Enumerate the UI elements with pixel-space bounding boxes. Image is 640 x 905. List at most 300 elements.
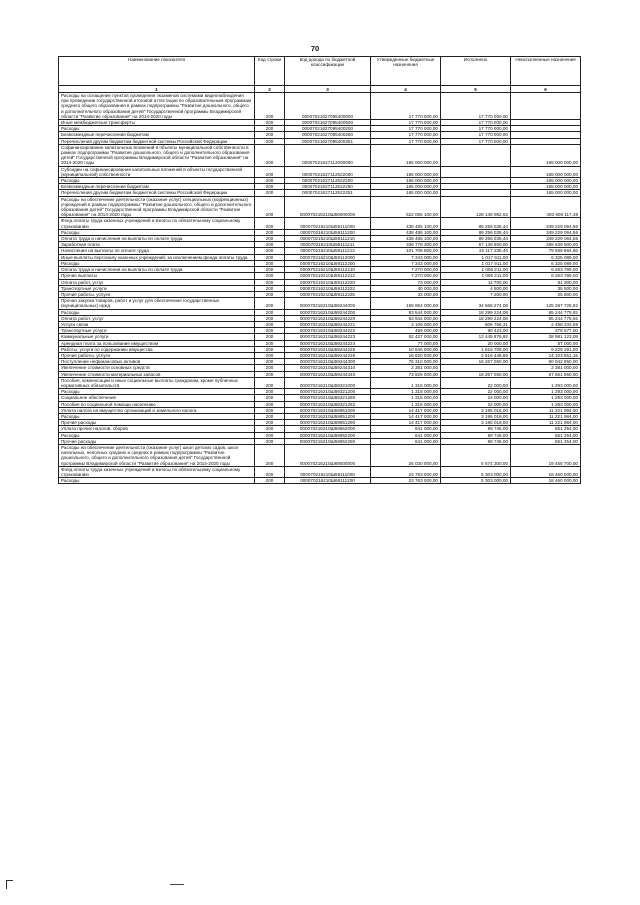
row-line-code: 200 — [255, 466, 285, 477]
row-line-code: 200 — [255, 298, 285, 309]
row-remaining: 6 263 789,00 — [511, 267, 581, 273]
row-line-code: 200 — [255, 144, 285, 166]
row-budget-code: 00007021627095400500 — [285, 120, 371, 126]
row-budget-code: 000070216210Ш59000000 — [285, 196, 371, 218]
row-name: Услуги связи — [59, 321, 255, 327]
row-remaining: 9 229 291,00 — [511, 346, 581, 352]
row-remaining: 269 639 500,00 — [511, 242, 581, 248]
row-line-code: 200 — [255, 346, 285, 352]
row-executed: 18 299 224,08 — [441, 309, 511, 315]
row-executed — [441, 166, 511, 177]
table-row — [59, 478, 581, 484]
table-row — [59, 377, 581, 388]
footer-dash — [170, 884, 184, 885]
corner-mark — [6, 880, 13, 889]
row-executed: 3 195 016,00 — [441, 420, 511, 426]
row-budget-code: 000070216210Ш59244200 — [285, 309, 371, 315]
table-row — [59, 218, 581, 229]
row-approved: 14 417 000,00 — [371, 407, 441, 413]
row-executed: 1 006 211,00 — [441, 273, 511, 279]
row-budget-code: 000070216210Ш59852000 — [285, 426, 371, 432]
row-remaining: 6 325 089,00 — [511, 254, 581, 260]
row-budget-code: 000070216210Ш59244310 — [285, 365, 371, 371]
row-remaining: 18 460 000,00 — [511, 466, 581, 477]
row-line-code: 200 — [255, 321, 285, 327]
row-name: Расходы — [59, 229, 255, 235]
row-name: Поступление нефинансовых активов — [59, 359, 255, 365]
row-remaining: 165 000 000,00 — [511, 190, 581, 196]
row-budget-code: 000070216210Ш59244300 — [285, 359, 371, 365]
row-approved: 73 000,00 — [371, 279, 441, 285]
table-row — [59, 166, 581, 177]
table-row — [59, 248, 581, 254]
table-row — [59, 359, 581, 365]
row-budget-code: 000070216210Ш59244340 — [285, 371, 371, 377]
row-executed: 22 000,00 — [441, 395, 511, 401]
row-line-code: 200 — [255, 229, 285, 235]
row-line-code: 200 — [255, 267, 285, 273]
row-budget-code: 000070216210Ш59111213 — [285, 248, 371, 254]
row-budget-code: 000070216210Ш69000000 — [285, 444, 371, 466]
row-budget-code: 000070216210Ш59111210 — [285, 236, 371, 242]
row-line-code: 200 — [255, 138, 285, 144]
row-line-code: 200 — [255, 93, 285, 120]
row-executed — [441, 144, 511, 166]
row-executed: 20 000,00 — [441, 340, 511, 346]
row-remaining: 1 293 000,00 — [511, 377, 581, 388]
column-index: 1 — [59, 86, 255, 93]
page-number: 70 — [310, 44, 320, 53]
row-approved: 1 315 000,00 — [371, 395, 441, 401]
row-budget-code: 000070216210Ш59852200 — [285, 432, 371, 438]
row-remaining: 25 800,00 — [511, 291, 581, 297]
header-approved: Утвержденные бюджетные назначения — [371, 57, 441, 86]
row-approved: 23 763 000,00 — [371, 466, 441, 477]
row-line-code: 200 — [255, 315, 285, 321]
row-approved: 14 417 000,00 — [371, 420, 441, 426]
row-budget-code: 000070216210Ш59112222 — [285, 285, 371, 291]
row-budget-code: 00007021627112522200 — [285, 178, 371, 184]
row-remaining: 165 000 000,00 — [511, 166, 581, 177]
row-executed: 17 770 000,00 — [441, 120, 511, 126]
row-executed: 16 267 050,00 — [441, 359, 511, 365]
row-line-code: 200 — [255, 184, 285, 190]
column-index: 3 — [285, 86, 371, 93]
row-executed: 11 700,00 — [441, 279, 511, 285]
row-approved: 16 620 000,00 — [371, 352, 441, 358]
row-line-code: 200 — [255, 132, 285, 138]
row-line-code: 200 — [255, 407, 285, 413]
row-budget-code: 000070216210Ш59321262 — [285, 401, 371, 407]
row-budget-code: 00007021627095400000 — [285, 93, 371, 120]
row-line-code: 200 — [255, 190, 285, 196]
row-budget-code: 00007021627112522251 — [285, 190, 371, 196]
row-approved: 52 427 000,00 — [371, 334, 441, 340]
row-executed: 22 000,00 — [441, 389, 511, 395]
row-approved: 438 485 100,00 — [371, 236, 441, 242]
row-approved: 17 770 000,00 — [371, 132, 441, 138]
row-line-code: 200 — [255, 478, 285, 484]
row-budget-code: 000070216210Ш59851290 — [285, 420, 371, 426]
row-remaining: 65 244 775,92 — [511, 315, 581, 321]
table-row — [59, 298, 581, 309]
row-executed: 22 000,00 — [441, 401, 511, 407]
row-remaining: 79 589 564,56 — [511, 248, 581, 254]
row-remaining: 57 000,00 — [511, 340, 581, 346]
row-remaining: 2 498 233,69 — [511, 321, 581, 327]
row-remaining: 14 103 551,15 — [511, 352, 581, 358]
row-budget-code: 000070216210Ш59851200 — [285, 413, 371, 419]
row-line-code: 200 — [255, 334, 285, 340]
row-name: Прочие работы, услуги — [59, 352, 255, 358]
row-executed: 22 117 235,44 — [441, 248, 511, 254]
row-executed: 3 195 016,00 — [441, 413, 511, 419]
row-name: Пособия, компенсации и иные социальные выплаты гражданам, кроме публичных нормативных обязательств — [59, 377, 255, 388]
table-row — [59, 132, 581, 138]
row-line-code: 200 — [255, 389, 285, 395]
row-budget-code: 000070216210Ш59112200 — [285, 260, 371, 266]
row-name: Расходы — [59, 413, 255, 419]
row-remaining: 378 577,00 — [511, 328, 581, 334]
row-remaining: 57 661 950,00 — [511, 371, 581, 377]
row-name: Начисления на выплаты по оплате труда — [59, 248, 255, 254]
row-approved: 165 000 000,00 — [371, 144, 441, 166]
row-line-code: 200 — [255, 242, 285, 248]
row-executed: 17 770 000,00 — [441, 138, 511, 144]
row-budget-code: 000070216210Ш59111211 — [285, 242, 371, 248]
table-row — [59, 267, 581, 273]
row-executed: 4 500,00 — [441, 285, 511, 291]
row-executed: 606 766,31 — [441, 321, 511, 327]
row-approved: 7 270 000,00 — [371, 267, 441, 273]
header-remaining: Неисполненные назначения — [511, 57, 581, 86]
row-approved: 7 270 000,00 — [371, 273, 441, 279]
row-line-code: 200 — [255, 420, 285, 426]
header-line-code: Код строки — [255, 57, 285, 86]
row-name: Софинансирование капитальных вложений в объекты муниципальной собственности в рамках подпрограммы "Развитие дошкольного, общего и дополнительного образования детей" Государственной программы Владимирской области "Развитие образования" на 2014-2020 годы — [59, 144, 255, 166]
table-row — [59, 196, 581, 218]
row-line-code: 200 — [255, 426, 285, 432]
row-budget-code: 000070216210Ш59112226 — [285, 291, 371, 297]
row-remaining: 18 460 000,00 — [511, 478, 581, 484]
row-approved: 7 343 000,00 — [371, 260, 441, 266]
row-name: Прочие выплаты — [59, 273, 255, 279]
row-approved: 1 315 000,00 — [371, 389, 441, 395]
row-name: Расходы на обеспечение деятельности (оказание услуг) специальных (коррекционных) учреждений в рамках подпрограммы "Развитие дошкольного, общего и дополнительного образования детей" Государственной программы Владимирской области "Развитие образования" на 2014-2020 годы — [59, 196, 255, 218]
row-approved: 2 381 000,00 — [371, 365, 441, 371]
row-approved: 33 000,00 — [371, 291, 441, 297]
table-row — [59, 138, 581, 144]
row-remaining: 349 229 064,56 — [511, 218, 581, 229]
budget-execution-table — [58, 56, 581, 484]
row-budget-code: 000070216210Ш59244220 — [285, 315, 371, 321]
row-budget-code: 000070216210Ш59851000 — [285, 407, 371, 413]
row-approved: 469 000,00 — [371, 328, 441, 334]
row-executed: 89 746,00 — [441, 426, 511, 432]
row-executed: 17 770 000,00 — [441, 132, 511, 138]
row-line-code: 200 — [255, 328, 285, 334]
row-name: Коммунальные услуги — [59, 334, 255, 340]
row-budget-code: 000070216210Ш59852290 — [285, 438, 371, 444]
row-line-code: 200 — [255, 371, 285, 377]
row-remaining: 165 000 000,00 — [511, 184, 581, 190]
row-executed: 1 017 911,00 — [441, 260, 511, 266]
table-row — [59, 236, 581, 242]
row-approved: 165 000 000,00 — [371, 184, 441, 190]
header-budget-class-code: Код дохода по бюджетной классификации — [285, 57, 371, 86]
table-row — [59, 407, 581, 413]
row-executed: 89 256 035,44 — [441, 236, 511, 242]
row-budget-code: 000070216210Ш69111200 — [285, 478, 371, 484]
row-executed: 16 267 050,00 — [441, 371, 511, 377]
row-name: Пособия по социальной помощи населению — [59, 401, 255, 407]
row-approved: 23 763 000,00 — [371, 478, 441, 484]
row-name: Прочие расходы — [59, 420, 255, 426]
row-executed: 89 746,00 — [441, 432, 511, 438]
row-executed: 1 616 709,00 — [441, 346, 511, 352]
row-name: Заработная плата — [59, 242, 255, 248]
row-executed: 17 770 000,00 — [441, 93, 511, 120]
row-remaining: 61 300,00 — [511, 279, 581, 285]
row-remaining: 2 381 000,00 — [511, 365, 581, 371]
row-name: Иные выплаты персоналу казенных учреждений, за исключением фонда оплаты труда — [59, 254, 255, 260]
row-approved: 438 485 100,00 — [371, 229, 441, 235]
row-approved: 7 343 000,00 — [371, 254, 441, 260]
row-line-code: 200 — [255, 432, 285, 438]
row-name: Субсидии на софинансирование капитальных вложений в объекты государственной (муниципальной) собственности — [59, 166, 255, 177]
row-executed: 7 200,00 — [441, 291, 511, 297]
row-approved: 10 846 000,00 — [371, 346, 441, 352]
row-budget-code: 000070216210Ш59321200 — [285, 389, 371, 395]
row-executed: 67 138 800,00 — [441, 242, 511, 248]
row-name: Безвозмездные перечисления бюджетам — [59, 132, 255, 138]
row-name: Социальное обеспечение — [59, 395, 255, 401]
row-name: Уплата прочих налогов, сборов — [59, 426, 255, 432]
row-name: Транспортные услуги — [59, 285, 255, 291]
row-executed: 5 303 000,00 — [441, 478, 511, 484]
row-budget-code: 00007021627112522000 — [285, 166, 371, 177]
row-approved: 17 770 000,00 — [371, 126, 441, 132]
row-name: Расходы — [59, 178, 255, 184]
row-budget-code: 000070216210Ш59112210 — [285, 267, 371, 273]
row-executed: 5 574 300,00 — [441, 444, 511, 466]
row-budget-code: 000070216210Ш59111000 — [285, 218, 371, 229]
row-approved: 165 000 000,00 — [371, 166, 441, 177]
row-remaining: 65 244 775,92 — [511, 309, 581, 315]
row-executed: 3 195 016,00 — [441, 407, 511, 413]
row-remaining: 6 325 089,00 — [511, 260, 581, 266]
table-row — [59, 254, 581, 260]
row-name: Оплата работ, услуг — [59, 315, 255, 321]
row-approved: 101 706 800,00 — [371, 248, 441, 254]
row-budget-code: 00007021627095400251 — [285, 138, 371, 144]
row-approved: 165 000 000,00 — [371, 190, 441, 196]
row-line-code: 200 — [255, 120, 285, 126]
row-line-code: 200 — [255, 365, 285, 371]
row-budget-code: 000070216210Ш59111200 — [285, 229, 371, 235]
row-line-code: 200 — [255, 309, 285, 315]
row-remaining: 38 981 123,08 — [511, 334, 581, 340]
row-approved: 622 055 100,00 — [371, 196, 441, 218]
table-row — [59, 371, 581, 377]
row-budget-code: 000070216210Ш59244223 — [285, 334, 371, 340]
row-executed: 89 256 035,44 — [441, 229, 511, 235]
row-executed: 18 299 224,08 — [441, 315, 511, 321]
row-approved: 83 544 000,00 — [371, 315, 441, 321]
row-executed: 5 303 000,00 — [441, 466, 511, 477]
row-name: Расходы на оснащение пунктов проведения экзаменов системами видеонаблюдения при проведении государственной итоговой аттестации по образовательным программам среднего общего образования в рамках подпрограммы "Развитие дошкольного, общего и дополнительного образования детей" Государственной программы Владимирской области "Развитие образования" на 2014-2020 годы — [59, 93, 255, 120]
row-name: Расходы — [59, 260, 255, 266]
table-row — [59, 340, 581, 346]
column-index: 4 — [371, 86, 441, 93]
row-approved: 77 000,00 — [371, 340, 441, 346]
row-name: Расходы на обеспечение деятельности (оказание услуг) школ детских садов, школ начальных, неполных средних и средних в рамках подпрограммы "Развитие дошкольного, общего и дополнительного образования детей" Государственной программы Владимирской области "Развитие образования" на 2014-2020 годы — [59, 444, 255, 466]
row-remaining: 165 000 000,00 — [511, 178, 581, 184]
row-remaining: 35 500,00 — [511, 285, 581, 291]
row-approved: 165 000 000,00 — [371, 178, 441, 184]
row-approved: 1 315 000,00 — [371, 377, 441, 388]
table-body — [59, 93, 581, 484]
column-index: 2 — [255, 86, 285, 93]
row-remaining: 165 000 000,00 — [511, 144, 581, 166]
row-approved: 73 929 000,00 — [371, 371, 441, 377]
row-line-code: 200 — [255, 438, 285, 444]
row-line-code: 200 — [255, 178, 285, 184]
row-name: Оплата работ, услуг — [59, 279, 255, 285]
row-remaining: 493 908 117,48 — [511, 196, 581, 218]
row-line-code: 200 — [255, 340, 285, 346]
row-budget-code: 000070216210Ш69111000 — [285, 466, 371, 477]
row-line-code: 200 — [255, 218, 285, 229]
row-budget-code: 00007021627095400200 — [285, 126, 371, 132]
row-name: Расходы — [59, 478, 255, 484]
row-budget-code: 000070216210Ш59321260 — [285, 395, 371, 401]
table-header-row — [59, 57, 581, 86]
row-line-code: 200 — [255, 254, 285, 260]
row-approved: 76 310 000,00 — [371, 359, 441, 365]
row-remaining: 11 221 984,00 — [511, 413, 581, 419]
row-line-code: 200 — [255, 126, 285, 132]
row-name: Прочие расходы — [59, 438, 255, 444]
row-name: Расходы — [59, 389, 255, 395]
row-executed: 34 566 274,08 — [441, 298, 511, 309]
row-executed: 22 000,00 — [441, 377, 511, 388]
row-name: Прочая закупка товаров, работ и услуг для обеспечения государственных (муниципальных) нужд — [59, 298, 255, 309]
row-remaining: 11 221 984,00 — [511, 420, 581, 426]
row-name: Оплата труда и начисления на выплаты по оплате труда — [59, 236, 255, 242]
row-remaining — [511, 93, 581, 120]
row-executed: 90 423,00 — [441, 328, 511, 334]
row-budget-code: 000070216210Ш59244224 — [285, 340, 371, 346]
row-name: Иные межбюджетные трансферты — [59, 120, 255, 126]
column-index-row — [59, 86, 581, 93]
row-executed: 128 146 982,52 — [441, 196, 511, 218]
row-executed: 89 256 035,44 — [441, 218, 511, 229]
row-line-code: 200 — [255, 377, 285, 388]
row-name: Фонд оплаты труда казенных учреждений и взносы по обязательному социальному страхованию — [59, 218, 255, 229]
row-name: Прочие работы, услуги — [59, 291, 255, 297]
row-approved: 17 770 000,00 — [371, 120, 441, 126]
row-approved: 641 000,00 — [371, 438, 441, 444]
row-approved: 17 770 000,00 — [371, 93, 441, 120]
row-approved: 159 854 000,00 — [371, 298, 441, 309]
row-budget-code: 000070216210Ш59112220 — [285, 279, 371, 285]
row-remaining: 551 254,00 — [511, 426, 581, 432]
row-approved: 3 105 000,00 — [371, 321, 441, 327]
row-budget-code: 00007021627095400250 — [285, 132, 371, 138]
row-line-code: 200 — [255, 395, 285, 401]
row-name: Перечисления другим бюджетам бюджетной системы Российской Федерации — [59, 190, 255, 196]
row-remaining: 60 042 950,00 — [511, 359, 581, 365]
row-line-code: 200 — [255, 166, 285, 177]
row-line-code: 200 — [255, 291, 285, 297]
row-budget-code: 00007021627112522250 — [285, 184, 371, 190]
row-approved: 14 417 000,00 — [371, 413, 441, 419]
row-approved: 336 778 300,00 — [371, 242, 441, 248]
row-name: Арендная плата за пользование имуществом — [59, 340, 255, 346]
row-line-code: 200 — [255, 352, 285, 358]
row-line-code: 200 — [255, 196, 285, 218]
row-executed: 1 006 211,00 — [441, 267, 511, 273]
row-remaining: 349 229 064,56 — [511, 236, 581, 242]
row-name: Расходы — [59, 309, 255, 315]
row-line-code: 200 — [255, 279, 285, 285]
row-approved: 641 000,00 — [371, 426, 441, 432]
row-line-code: 200 — [255, 401, 285, 407]
row-remaining: 1 293 000,00 — [511, 401, 581, 407]
row-approved: 83 544 000,00 — [371, 309, 441, 315]
row-name: Безвозмездные перечисления бюджетам — [59, 184, 255, 190]
row-line-code: 200 — [255, 413, 285, 419]
row-name: Фонд оплаты труда казенных учреждений и взносы по обязательному социальному страхованию — [59, 466, 255, 477]
row-remaining: 1 293 000,00 — [511, 389, 581, 395]
row-budget-code: 00007021627112000000 — [285, 144, 371, 166]
row-remaining: 6 263 789,00 — [511, 273, 581, 279]
row-line-code: 200 — [255, 285, 285, 291]
row-line-code: 200 — [255, 444, 285, 466]
row-approved: 25 030 000,00 — [371, 444, 441, 466]
row-name: Транспортные услуги — [59, 328, 255, 334]
row-line-code: 200 — [255, 236, 285, 242]
row-budget-code: 000070216210Ш59321000 — [285, 377, 371, 388]
table-row — [59, 444, 581, 466]
row-remaining: 11 221 984,00 — [511, 407, 581, 413]
row-budget-code: 000070216210Ш59112000 — [285, 254, 371, 260]
row-executed: 17 770 000,00 — [441, 126, 511, 132]
row-budget-code: 000070216210Ш59244222 — [285, 328, 371, 334]
row-remaining: 19 455 700,00 — [511, 444, 581, 466]
row-executed: 89 746,00 — [441, 438, 511, 444]
table-row — [59, 93, 581, 120]
row-line-code: 200 — [255, 248, 285, 254]
row-remaining: 125 287 725,92 — [511, 298, 581, 309]
row-name: Уплата налога на имущество организаций и земельного налога — [59, 407, 255, 413]
row-line-code: 200 — [255, 273, 285, 279]
row-executed: 1 017 911,00 — [441, 254, 511, 260]
row-remaining: 551 254,00 — [511, 438, 581, 444]
row-approved: 1 315 000,00 — [371, 401, 441, 407]
row-approved: 40 000,00 — [371, 285, 441, 291]
table-row — [59, 144, 581, 166]
row-approved: 641 000,00 — [371, 432, 441, 438]
row-remaining: 349 229 064,56 — [511, 229, 581, 235]
row-name: Перечисления другим бюджетам бюджетной системы Российской Федерации — [59, 138, 255, 144]
header-executed: Исполнено — [441, 57, 511, 86]
row-name: Увеличение стоимости основных средств — [59, 365, 255, 371]
column-index: 5 — [441, 86, 511, 93]
row-name: Расходы — [59, 126, 255, 132]
header-indicator-name: Наименование показателя — [59, 57, 255, 86]
